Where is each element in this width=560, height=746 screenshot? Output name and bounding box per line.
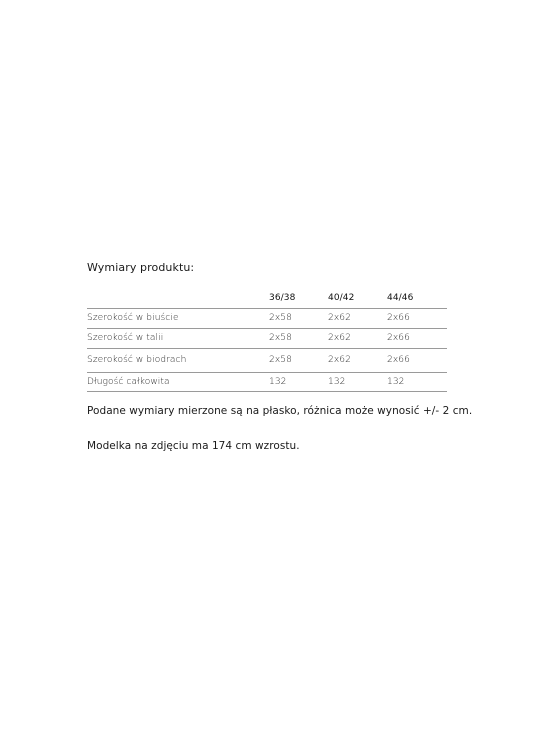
table-cell: 2x58 xyxy=(269,333,292,343)
header-size-44-46: 44/46 xyxy=(387,292,414,303)
table-cell: 132 xyxy=(387,376,405,387)
table-row xyxy=(87,348,447,372)
table-cell: 2x58 xyxy=(269,313,292,323)
section-title: Wymiary produktu: xyxy=(87,261,195,274)
table-header-row xyxy=(87,288,447,308)
table-row xyxy=(87,372,447,391)
row-label: Szerokość w biuście xyxy=(87,313,179,323)
table-cell: 132 xyxy=(328,376,346,387)
row-label: Długość całkowita xyxy=(87,376,170,387)
table-cell: 132 xyxy=(269,376,287,387)
measurement-note: Podane wymiary mierzone są na płasko, różnica może wynosić +/- 2 cm. xyxy=(87,405,473,417)
table-cell: 2x66 xyxy=(387,313,410,323)
table-cell: 2x66 xyxy=(387,355,410,365)
table-row xyxy=(87,308,447,328)
header-empty-cell xyxy=(87,288,269,308)
table-row xyxy=(87,328,447,348)
header-size-36-38: 36/38 xyxy=(269,292,296,303)
row-label: Szerokość w talii xyxy=(87,333,164,343)
table-cell: 2x62 xyxy=(328,333,351,343)
table-cell: 2x58 xyxy=(269,355,292,365)
table-cell: 2x66 xyxy=(387,333,410,343)
table-cell: 2x62 xyxy=(328,355,351,365)
header-size-40-42: 40/42 xyxy=(328,292,355,303)
size-table xyxy=(87,288,447,392)
row-label: Szerokość w biodrach xyxy=(87,355,187,365)
model-height-note: Modelka na zdjęciu ma 174 cm wzrostu. xyxy=(87,440,300,452)
table-cell: 2x62 xyxy=(328,313,351,323)
